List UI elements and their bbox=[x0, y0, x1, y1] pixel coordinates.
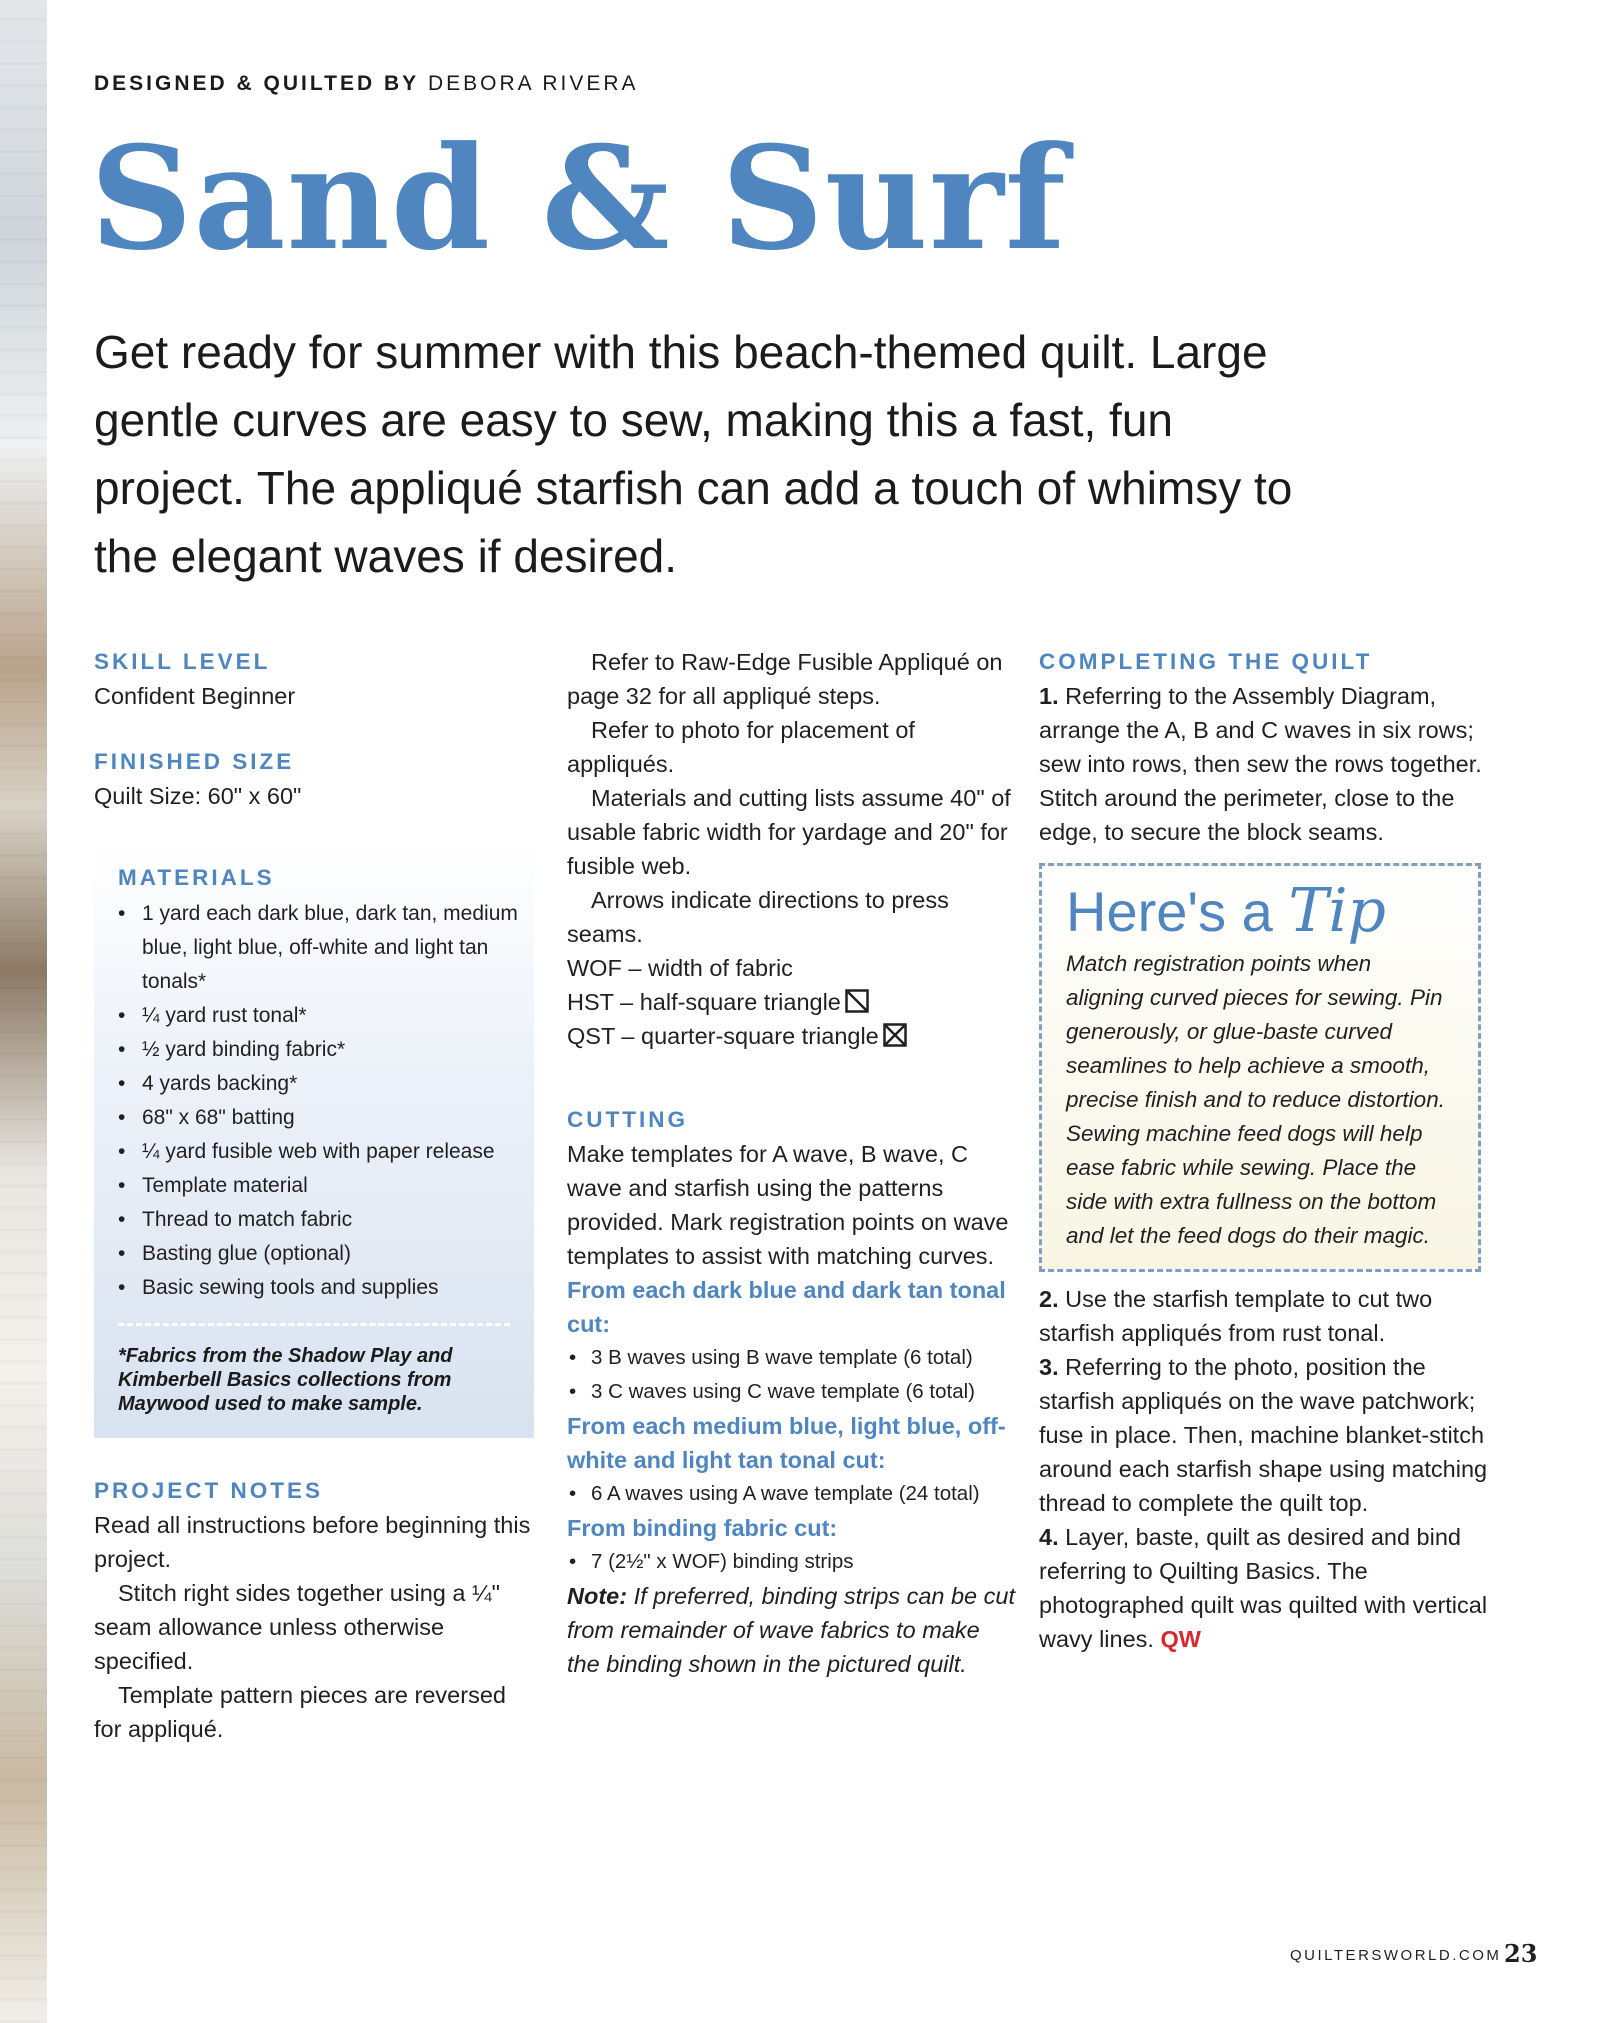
cutting-subhead-binding: From binding fabric cut: bbox=[567, 1515, 838, 1541]
byline bbox=[94, 72, 639, 96]
list-item: • 68" x 68" batting bbox=[118, 1101, 534, 1135]
finished-size-value: Quilt Size: 60" x 60" bbox=[94, 783, 302, 809]
column-left bbox=[94, 645, 534, 1746]
general-note-2: Refer to photo for placement of appliqués. bbox=[567, 717, 915, 777]
skill-level-heading: SKILL LEVEL bbox=[94, 649, 271, 674]
side-photo-strip bbox=[0, 0, 47, 2023]
list-item: • 3 C waves using C wave template (6 total) bbox=[567, 1375, 1017, 1409]
project-notes-heading: PROJECT NOTES bbox=[94, 1478, 324, 1503]
step-number: 1. bbox=[1039, 683, 1059, 709]
list-item: • 4 yards backing* bbox=[118, 1067, 534, 1101]
tip-title-plain: Here's a bbox=[1066, 880, 1273, 943]
cutting-intro: Make templates for A wave, B wave, C wave and starfish using the patterns provided. Mark registration points on wave templates to assist with matching curves. bbox=[567, 1141, 1009, 1269]
cutting-list-binding bbox=[567, 1545, 1017, 1579]
wof-definition: WOF – width of fabric bbox=[567, 955, 793, 981]
list-item: • Thread to match fabric bbox=[118, 1203, 534, 1237]
step-2 bbox=[1039, 1282, 1489, 1350]
tip-box bbox=[1039, 863, 1481, 1272]
column-right bbox=[1039, 645, 1489, 1656]
qst-definition: QST – quarter-square triangle bbox=[567, 1023, 879, 1049]
list-item: • ¼ yard fusible web with paper release bbox=[118, 1135, 534, 1169]
note-label: Note: bbox=[567, 1583, 628, 1609]
materials-heading: MATERIALS bbox=[118, 865, 275, 890]
footer-site: QUILTERSWORLD.COM bbox=[1290, 1947, 1502, 1964]
page-title: Sand & Surf bbox=[90, 116, 1067, 282]
project-notes-p1: Read all instructions before beginning this project. bbox=[94, 1512, 531, 1572]
qst-definition-line bbox=[567, 1019, 1017, 1053]
binding-note bbox=[567, 1579, 1017, 1681]
note-text: If preferred, binding strips can be cut from remainder of wave fabrics to make the binding shown in the pictured quilt. bbox=[567, 1583, 1016, 1677]
column-middle bbox=[567, 645, 1017, 1681]
step-1 bbox=[1039, 679, 1489, 849]
step-text: Referring to the Assembly Diagram, arrange the A, B and C waves in six rows; sew into rows, then sew the rows together. Stitch around the perimeter, close to the edge, to secure the block seams. bbox=[1039, 683, 1482, 845]
step-number: 2. bbox=[1039, 1286, 1059, 1312]
hst-definition: HST – half-square triangle bbox=[567, 989, 841, 1015]
project-notes-p3: Template pattern pieces are reversed for appliqué. bbox=[94, 1682, 506, 1742]
list-item: • 3 B waves using B wave template (6 total) bbox=[567, 1341, 1017, 1375]
general-note-3: Materials and cutting lists assume 40" of usable fabric width for yardage and 20" for fusible web. bbox=[567, 785, 1011, 879]
step-3 bbox=[1039, 1350, 1489, 1520]
list-item: • 7 (2½" x WOF) binding strips bbox=[567, 1545, 1017, 1579]
designer-name: DEBORA RIVERA bbox=[427, 72, 639, 95]
step-text: Use the starfish template to cut two starfish appliqués from rust tonal. bbox=[1039, 1286, 1433, 1346]
tip-title-script: Tip bbox=[1288, 876, 1386, 946]
page-number: 23 bbox=[1504, 1939, 1538, 1968]
skill-level-value: Confident Beginner bbox=[94, 683, 296, 709]
list-item: • 1 yard each dark blue, dark tan, medium blue, light blue, off-white and light tan tonals* bbox=[118, 897, 534, 999]
project-notes-p2: Stitch right sides together using a ¼" seam allowance unless otherwise specified. bbox=[94, 1580, 500, 1674]
cutting-subhead-light: From each medium blue, light blue, off-white and light tan tonal cut: bbox=[567, 1413, 1006, 1473]
list-item: • ¼ yard rust tonal* bbox=[118, 999, 534, 1033]
intro-paragraph: Get ready for summer with this beach-themed quilt. Large gentle curves are easy to sew, making this a fast, fun project. The appliqué starfish can add a touch of whimsy to the elegant waves if desired. bbox=[94, 326, 1293, 582]
tip-body: Match registration points when aligning curved pieces for sewing. Pin generously, or glue-baste curved seamlines to help achieve a smooth, precise finish and to reduce distortion. Sewing machine feed dogs will help ease fabric while sewing. Place the side with extra fullness on the bottom and let the feed dogs do their magic. bbox=[1066, 951, 1445, 1248]
step-number: 3. bbox=[1039, 1354, 1059, 1380]
completing-heading: COMPLETING THE QUILT bbox=[1039, 649, 1373, 674]
hst-definition-line bbox=[567, 985, 1017, 1019]
quarter-square-triangle-icon bbox=[883, 1023, 907, 1047]
finished-size-heading: FINISHED SIZE bbox=[94, 749, 295, 774]
step-text: Referring to the photo, position the starfish appliqués on the wave patchwork; fuse in place. Then, machine blanket-stitch around each starfish shape using matching thread to complete the quilt top. bbox=[1039, 1354, 1488, 1516]
half-square-triangle-icon bbox=[845, 989, 869, 1013]
cutting-heading: CUTTING bbox=[567, 1107, 688, 1132]
tip-title bbox=[1066, 876, 1454, 947]
list-item: • 6 A waves using A wave template (24 total) bbox=[567, 1477, 1017, 1511]
materials-box bbox=[94, 841, 534, 1438]
general-note-1: Refer to Raw-Edge Fusible Appliqué on page 32 for all appliqué steps. bbox=[567, 649, 1003, 709]
cutting-subhead-dark: From each dark blue and dark tan tonal cut: bbox=[567, 1277, 1006, 1337]
materials-list bbox=[94, 897, 534, 1305]
cutting-list-light bbox=[567, 1477, 1017, 1511]
list-item: • ½ yard binding fabric* bbox=[118, 1033, 534, 1067]
cutting-list-dark bbox=[567, 1341, 1017, 1409]
divider bbox=[118, 1323, 510, 1326]
step-4 bbox=[1039, 1520, 1489, 1656]
list-item: • Basic sewing tools and supplies bbox=[118, 1271, 534, 1305]
general-note-4: Arrows indicate directions to press seams. bbox=[567, 887, 949, 947]
byline-prefix: DESIGNED & QUILTED BY bbox=[94, 72, 420, 95]
step-text: Layer, baste, quilt as desired and bind referring to Quilting Basics. The photographed quilt was quilted with vertical wavy lines. bbox=[1039, 1524, 1488, 1652]
list-item: • Template material bbox=[118, 1169, 534, 1203]
list-item: • Basting glue (optional) bbox=[118, 1237, 534, 1271]
end-mark: QW bbox=[1160, 1626, 1201, 1652]
fabric-footnote: *Fabrics from the Shadow Play and Kimberbell Basics collections from Maywood used to make sample. bbox=[118, 1345, 453, 1415]
step-number: 4. bbox=[1039, 1524, 1059, 1550]
